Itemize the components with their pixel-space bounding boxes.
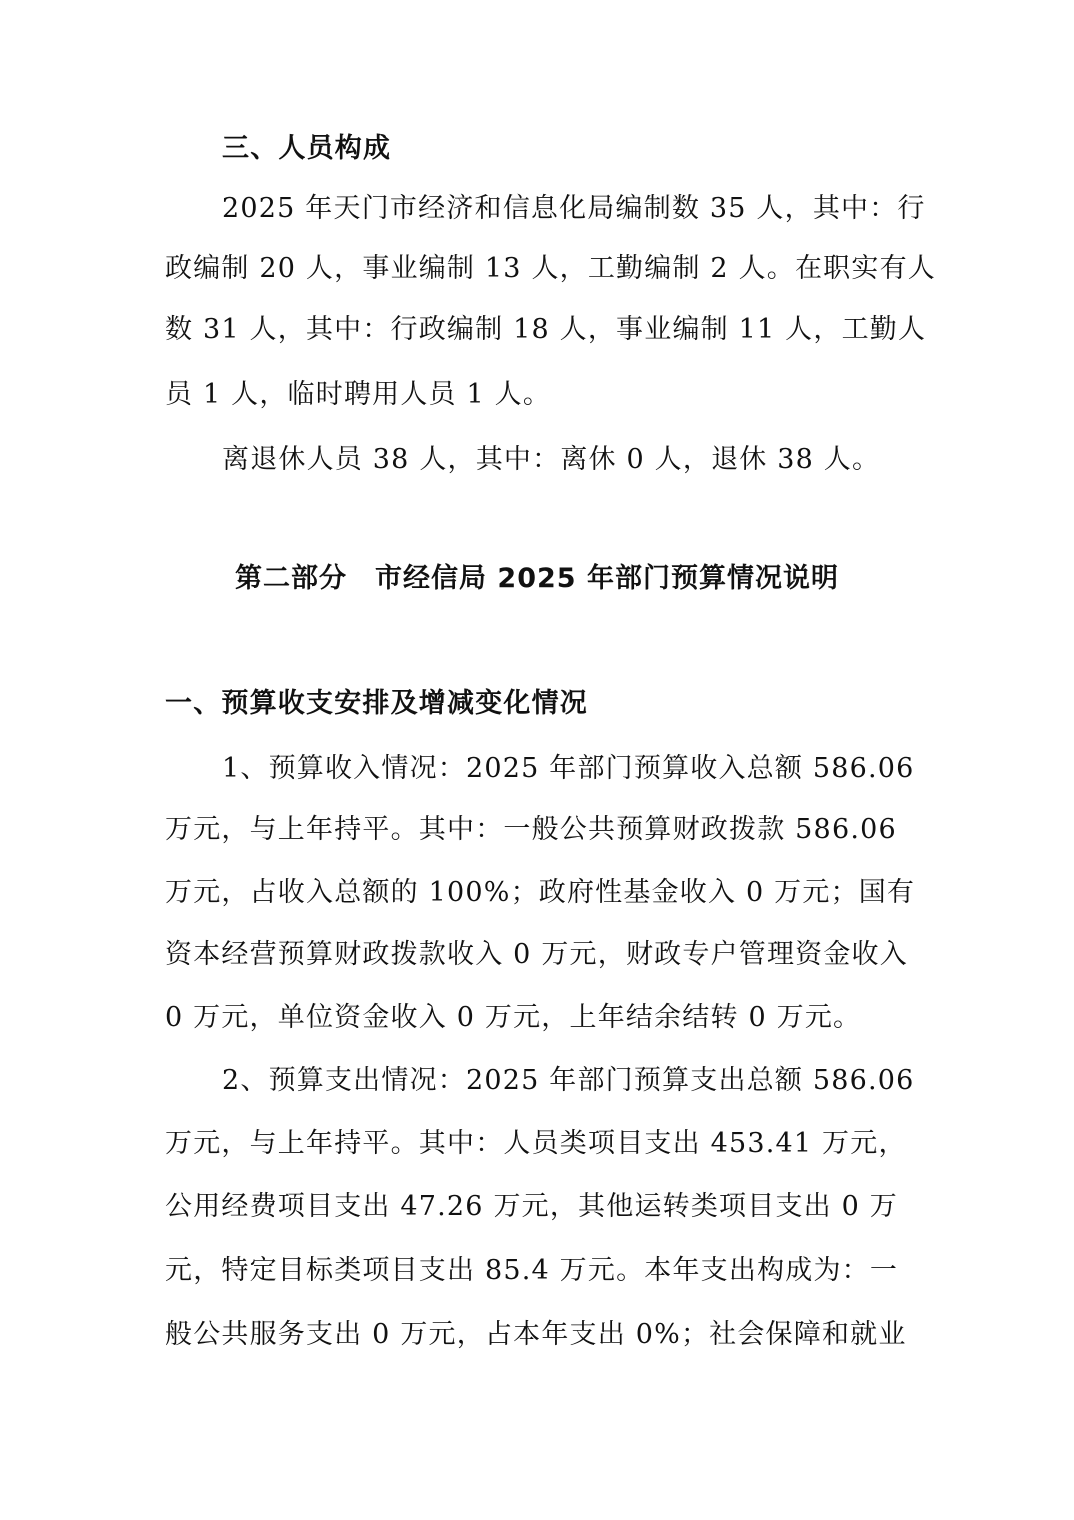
paragraph-line: 万元，与上年持平。其中：一般公共预算财政拨款 586.06 — [165, 814, 897, 845]
paragraph-line: 公用经费项目支出 47.26 万元，其他运转类项目支出 0 万 — [165, 1191, 899, 1222]
paragraph-line: 资本经营预算财政拨款收入 0 万元，财政专户管理资金收入 — [165, 939, 908, 970]
paragraph-retired: 离退休人员 38 人，其中：离休 0 人，退休 38 人。 — [222, 444, 881, 475]
paragraph-line: 2、预算支出情况：2025 年部门预算支出总额 586.06 — [222, 1065, 915, 1096]
paragraph-line: 万元，与上年持平。其中：人员类项目支出 453.41 万元， — [165, 1128, 907, 1159]
paragraph-line: 数 31 人，其中：行政编制 18 人，事业编制 11 人，工勤人 — [165, 314, 927, 345]
paragraph-line: 万元，占收入总额的 100%；政府性基金收入 0 万元；国有 — [165, 877, 916, 908]
paragraph-line: 1、预算收入情况：2025 年部门预算收入总额 586.06 — [222, 753, 915, 784]
section-heading-staff: 三、人员构成 — [222, 133, 392, 164]
paragraph-line: 政编制 20 人，事业编制 13 人，工勤编制 2 人。在职实有人 — [165, 253, 936, 284]
paragraph-line: 元，特定目标类项目支出 85.4 万元。本年支出构成为：一 — [165, 1255, 899, 1286]
section-heading-budget: 一、预算收支安排及增减变化情况 — [165, 688, 588, 719]
paragraph-line: 2025 年天门市经济和信息化局编制数 35 人，其中：行 — [222, 193, 926, 224]
paragraph-line: 般公共服务支出 0 万元，占本年支出 0%；社会保障和就业 — [165, 1319, 907, 1350]
part-title: 第二部分 市经信局 2025 年部门预算情况说明 — [235, 563, 839, 594]
paragraph-line: 0 万元，单位资金收入 0 万元，上年结余结转 0 万元。 — [165, 1002, 862, 1033]
paragraph-line: 员 1 人，临时聘用人员 1 人。 — [165, 379, 552, 410]
